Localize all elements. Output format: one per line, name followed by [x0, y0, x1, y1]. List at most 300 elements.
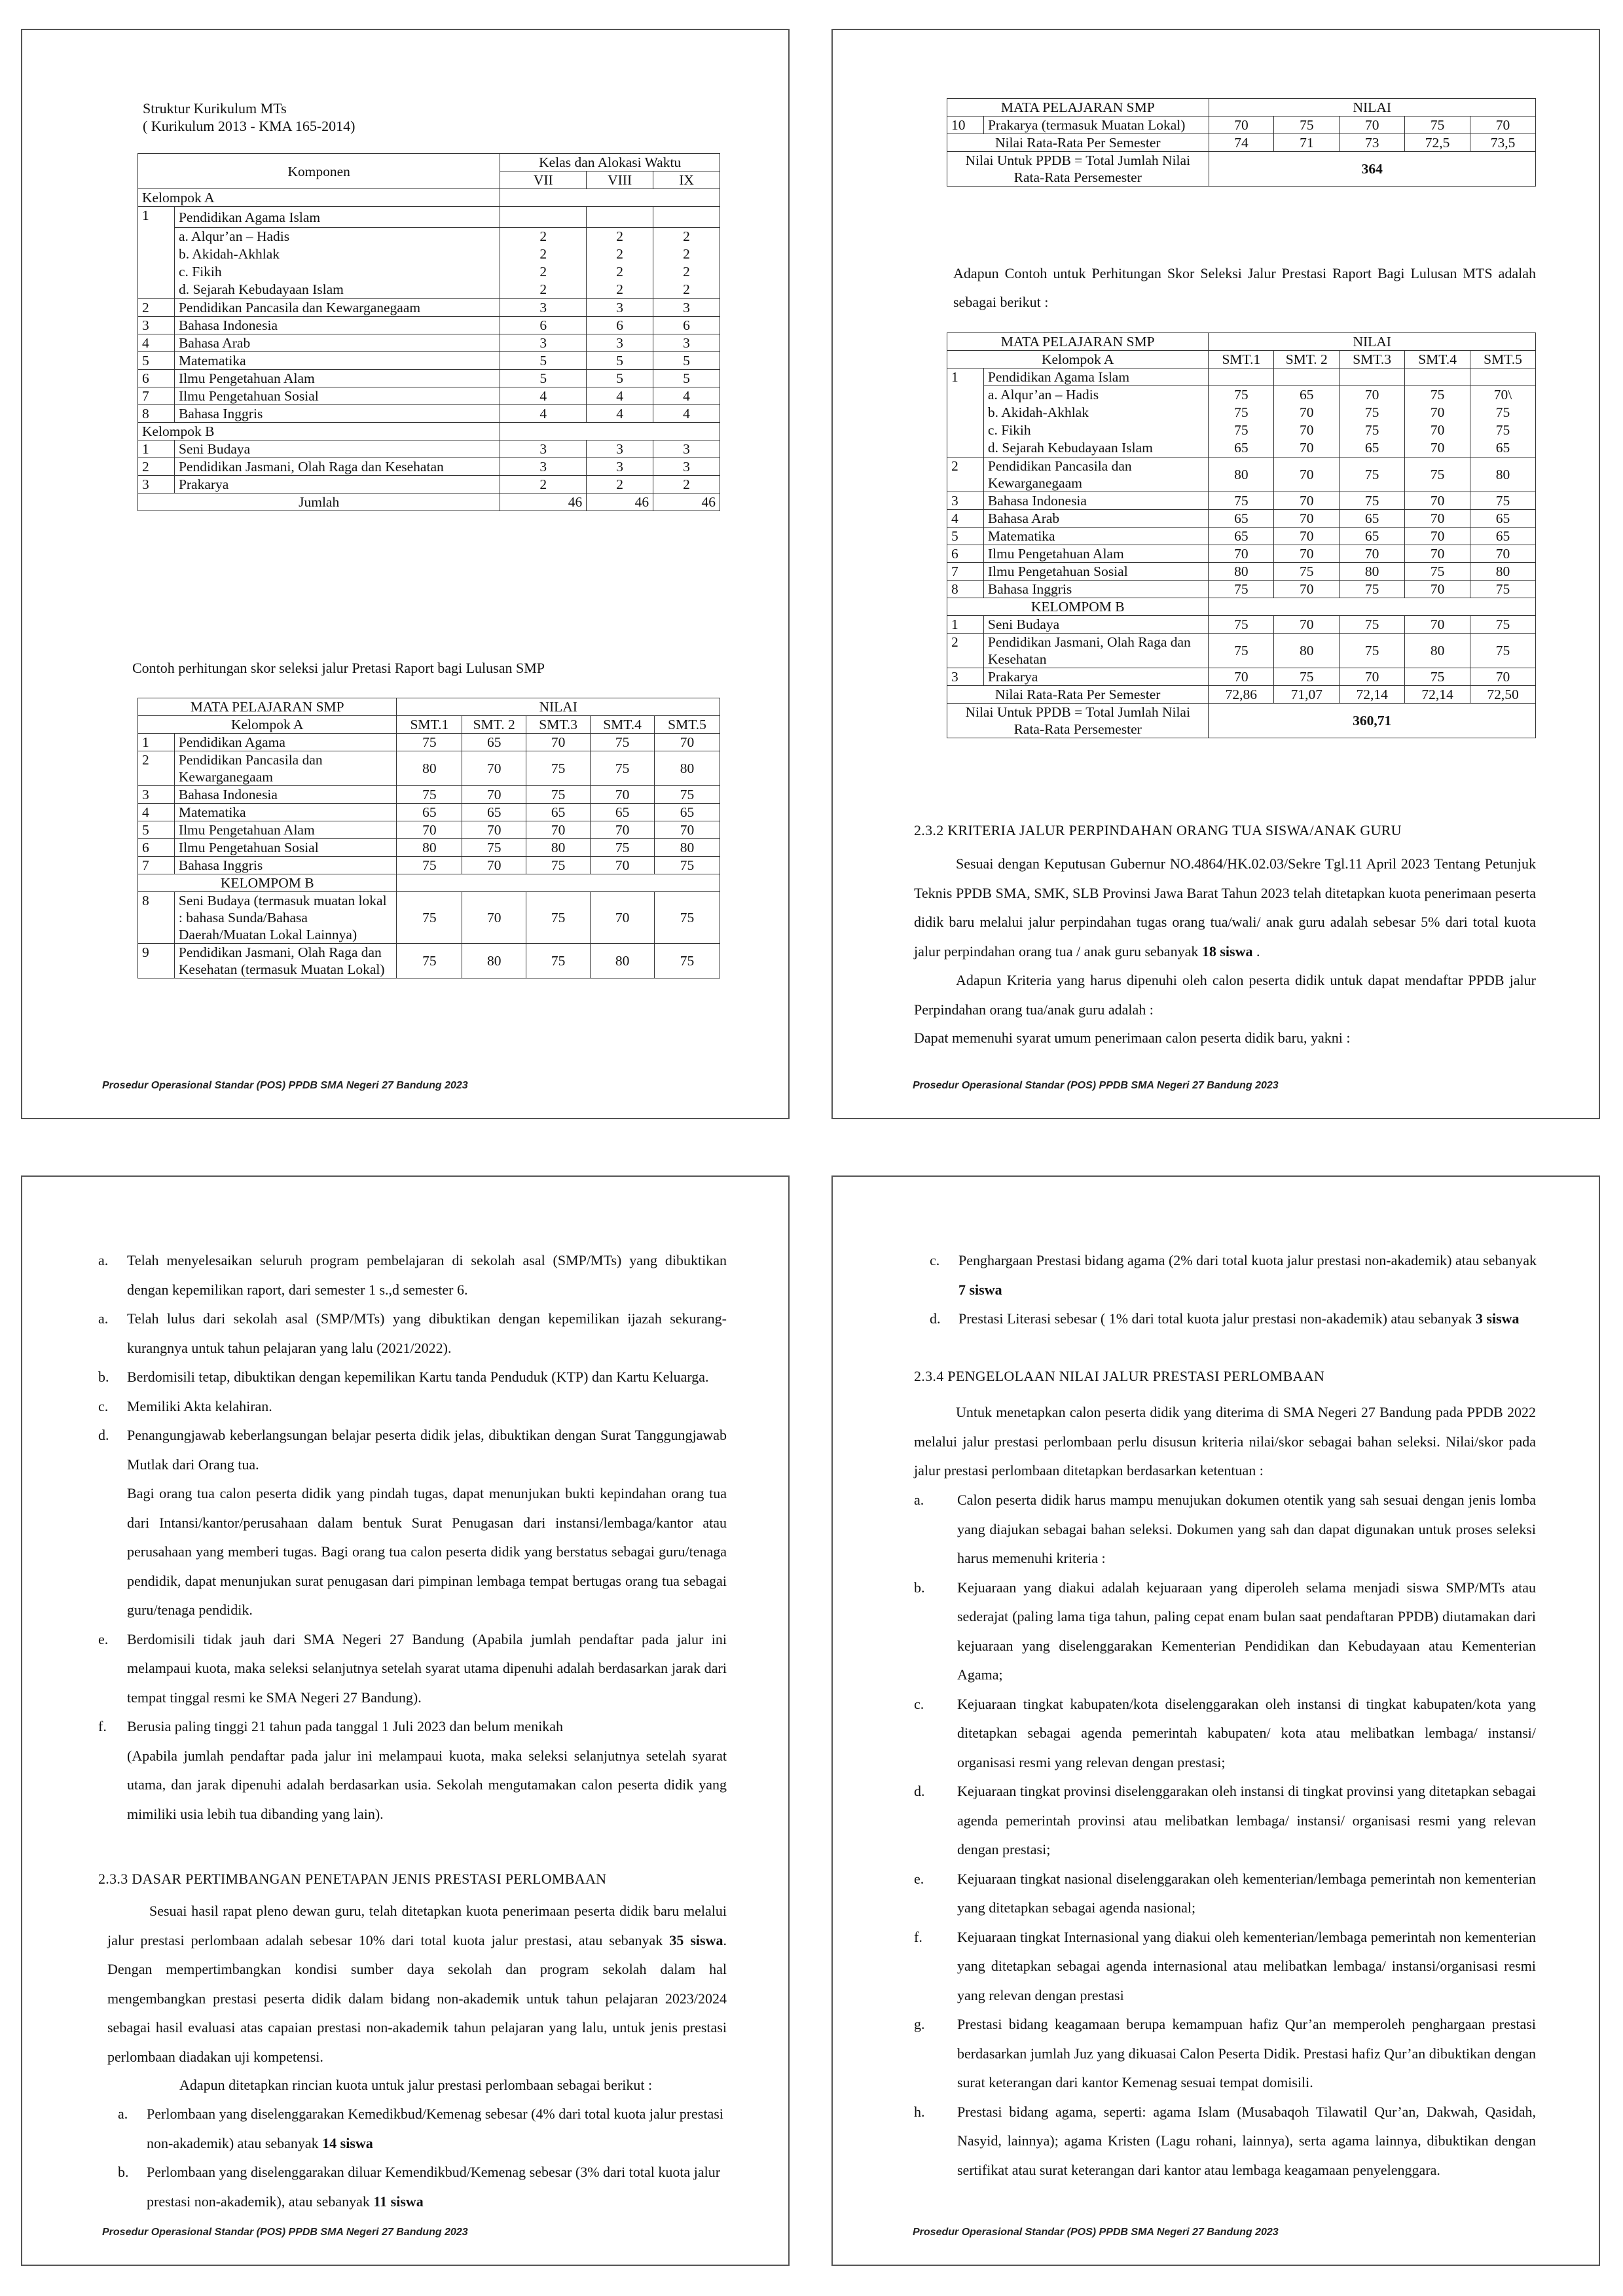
- score-cell: 65: [1209, 510, 1274, 528]
- score-cell: 70: [1340, 668, 1405, 686]
- list-item: [914, 1573, 1536, 1690]
- score-cell: 75: [591, 751, 655, 786]
- sub-subject: b. Akidah-Akhlak: [178, 246, 280, 262]
- section-2-3-3-para-1: [107, 1897, 727, 2072]
- score-cell: 65: [526, 804, 591, 821]
- th-mapel: MATA PELAJARAN SMP: [947, 99, 1209, 117]
- score-stack: [1340, 386, 1405, 457]
- score-cell: 75: [1340, 457, 1405, 492]
- avg-label: Nilai Rata-Rata Per Semester: [947, 134, 1209, 152]
- hours-cell: 3: [500, 440, 587, 458]
- smp-score-table: [137, 698, 720, 978]
- subject-name: Matematika: [174, 352, 500, 370]
- hours-cell: 3: [653, 299, 720, 317]
- table-row: [138, 892, 720, 944]
- quota-text: Penghargaan Prestasi bidang agama (2% dari total kuota jalur prestasi non-akademik) atau sebanyak: [958, 1252, 1537, 1268]
- hours-cell: 4: [500, 387, 587, 405]
- th-ix: IX: [653, 171, 720, 189]
- row-no: 2: [138, 299, 175, 317]
- th-semester: SMT.1: [397, 716, 462, 734]
- score-cell: 65: [1470, 528, 1536, 545]
- sub-subject: d. Sejarah Kebudayaan Islam: [178, 281, 344, 297]
- th-kelompok: Kelompok A: [947, 351, 1209, 368]
- score-cell: 75: [526, 944, 591, 978]
- footer: Prosedur Operasional Standar (POS) PPDB SMA Negeri 27 Bandung 2023: [913, 1080, 1279, 1091]
- score-cell: 80: [591, 944, 655, 978]
- pai-values-vii: [500, 228, 587, 299]
- row-no: 5: [138, 352, 175, 370]
- list-marker: a.: [98, 1310, 109, 1327]
- score-cell: 75: [1405, 457, 1470, 492]
- score-cell: 75: [1209, 634, 1274, 668]
- score-cell: 80: [1209, 563, 1274, 581]
- list-text: Kejuaraan tingkat Internasional yang diakui oleh kementerian/lembaga pemerintah non kementerian yang ditetapkan sebagai agenda internasional atau melibatkan lembaga/ instansi/organisasi resmi yang relevan dengan prestasi: [957, 1928, 1536, 2003]
- list-text: Berdomisili tidak jauh dari SMA Negeri 27 Bandung (Apabila jumlah pendaftar pada jalur ini melampaui kuota, maka seleksi selanjutnya setelah syarat utama dipenuhi adalah berdasarkan jarak dari tempat tinggal resmi ke SMA Negeri 27 Bandung).: [127, 1630, 727, 1706]
- score-cell: 70: [397, 821, 462, 839]
- list-text: Telah lulus dari sekolah asal (SMP/MTs) yang dibuktikan dengan kepemilikan ijazah sekurang-kurangnya untuk tahun pelajaran yang lalu (2021/2022).: [127, 1310, 727, 1356]
- hours-cell: 3: [500, 458, 587, 476]
- table-row: [138, 370, 720, 387]
- score-cell: 70: [1274, 528, 1340, 545]
- row-no: 6: [947, 545, 984, 563]
- pai-subjects: [174, 228, 500, 299]
- group-b-label: KELOMPOM B: [138, 874, 397, 892]
- cell-value: 2: [616, 281, 624, 297]
- score-cell: 75: [1234, 404, 1249, 420]
- page-3: [21, 1175, 790, 2266]
- score-stack: [1209, 386, 1274, 457]
- score-cell: 80: [526, 839, 591, 857]
- list-marker: c.: [98, 1397, 109, 1414]
- list-marker: b.: [118, 2164, 129, 2180]
- item-d-extra: Bagi orang tua calon peserta didik yang pindah tugas, dapat menunjukan bukti kepindahan orang tua dari Intansi/kantor/perusahaan dalam bentuk Surat Penugasan dari instansi/lembaga/kantor atau perusahaan yang memberi tugas. Bagi orang tua calon peserta didik yang berstatus sebagai guru/tenaga pendidik, dapat menunjukan surat penugasan dari pimpinan lembaga tempat bertugas orang tua sebagai guru/tenaga pendidik.: [127, 1485, 727, 1618]
- table-row: [138, 944, 720, 978]
- quota-list-continued: [930, 1246, 1539, 1334]
- table-row: [138, 405, 720, 423]
- score-cell: 70: [1274, 457, 1340, 492]
- score-cell: 75: [1274, 117, 1340, 134]
- score-cell: 65: [1364, 440, 1379, 456]
- quota-count: 3 siswa: [1475, 1310, 1520, 1327]
- list-item: [914, 1486, 1536, 1573]
- para-text: Sesuai hasil rapat pleno dewan guru, telah ditetapkan kuota penerimaan peserta didik baru melalui jalur prestasi perlombaan adalah sebesar 10% dari total kuota jalur prestasi, atau sebanyak: [107, 1903, 727, 1948]
- title-line-1: Struktur Kurikulum MTs: [143, 100, 287, 117]
- subject-name: Seni Budaya: [174, 440, 500, 458]
- score-cell: 80: [462, 944, 526, 978]
- list-marker: a.: [98, 1252, 109, 1268]
- curriculum-table: [137, 153, 720, 511]
- subject-name: Pendidikan Agama Islam: [983, 368, 1208, 386]
- score-cell: 70: [655, 734, 720, 751]
- score-cell: 75: [397, 786, 462, 804]
- th-semester: SMT.4: [1405, 351, 1470, 368]
- list-item: [914, 2098, 1536, 2185]
- row-no: 1: [138, 734, 175, 751]
- quota-item: [930, 1304, 1539, 1334]
- score-cell: 75: [1340, 492, 1405, 510]
- table-row: [947, 510, 1536, 528]
- score-cell: 75: [1340, 634, 1405, 668]
- score-cell: 70: [1209, 117, 1274, 134]
- table-row: [947, 563, 1536, 581]
- quota-count: 35 siswa: [669, 1931, 723, 1948]
- quota-text: Perlombaan yang diselenggarakan Kemedikbud/Kemenag sebesar (4% dari total kuota jalur prestasi non-akademik) atau sebanyak: [147, 2106, 723, 2151]
- hours-cell: 5: [653, 352, 720, 370]
- avg-label: Nilai Rata-Rata Per Semester: [947, 686, 1209, 704]
- sub-subject: b. Akidah-Akhlak: [987, 404, 1089, 420]
- list-text: Prestasi bidang agama, seperti: agama Islam (Musabaqoh Tilawatil Qur’an, Dakwah, Qasidah, Nasyid, lainnya); agama Kristen (Lagu rohani, lainnya), serta agama lainnya, dibuktikan dengan sertifikat atau surat keterangan dari kantor atau lembaga keagamaan penyelenggara.: [957, 2103, 1536, 2178]
- list-text: Kejuaraan tingkat provinsi diselenggarakan oleh instansi di tingkat provinsi yang ditetapkan sebagai agenda pemerintah provinsi atau melibatkan lembaga/ instansi/ organisasi resmi yang relevan dengan prestasi;: [957, 1783, 1536, 1857]
- score-cell: 70: [1470, 545, 1536, 563]
- list-marker: a.: [118, 2106, 128, 2122]
- hours-cell: 3: [587, 458, 653, 476]
- table-caption: Contoh perhitungan skor seleksi jalur Pretasi Raport bagi Lulusan SMP: [132, 660, 545, 676]
- score-cell: 75: [1209, 492, 1274, 510]
- score-cell: 70: [1340, 545, 1405, 563]
- score-cell: 65: [655, 804, 720, 821]
- score-cell: 75: [1209, 616, 1274, 634]
- table-row: [138, 857, 720, 874]
- hours-cell: 5: [500, 370, 587, 387]
- score-cell: 75: [397, 944, 462, 978]
- row-no: 2: [947, 457, 984, 492]
- row-no: 3: [138, 317, 175, 334]
- list-marker: c.: [914, 1695, 924, 1712]
- list-item: [98, 1363, 727, 1392]
- cell-value: 2: [616, 264, 624, 279]
- list-item: [98, 1712, 727, 1742]
- list-text: Kejuaraan tingkat kabupaten/kota diselenggarakan oleh instansi di tingkat kabupaten/kota yang ditetapkan sebagai agenda pemerintah kabupaten/ kota atau melibatkan lembaga/ instansi/ organisasi resmi yang relevan dengan prestasi;: [957, 1695, 1536, 1770]
- footer: Prosedur Operasional Standar (POS) PPDB SMA Negeri 27 Bandung 2023: [102, 2227, 468, 2238]
- section-2-3-2-para-1: [914, 850, 1536, 966]
- list-text: Prestasi bidang keagamaan berupa kemampuan hafiz Qur’an memperoleh penghargaan prestasi berdasarkan jumlah Juz yang dikuasai Calon Peserta Didik. Prestasi hafiz Qur’an dibuktikan dengan surat keterangan dari kantor Kemenag sesuai tempat domisili.: [957, 2016, 1536, 2090]
- hours-cell: 3: [653, 440, 720, 458]
- th-kelas: Kelas dan Alokasi Waktu: [500, 154, 720, 171]
- table-row: [947, 457, 1536, 492]
- score-cell: 70: [1209, 545, 1274, 563]
- th-mapel: MATA PELAJARAN SMP: [138, 698, 397, 716]
- subject-name: Bahasa Inggris: [174, 857, 396, 874]
- subject-name: Prakarya: [983, 668, 1208, 686]
- score-cell: 75: [655, 857, 720, 874]
- list-marker: e.: [98, 1630, 109, 1647]
- hours-cell: 5: [587, 352, 653, 370]
- score-cell: 80: [655, 751, 720, 786]
- table-row: [138, 352, 720, 370]
- score-cell: 70: [1274, 545, 1340, 563]
- score-cell: 70: [1405, 528, 1470, 545]
- score-cell: 70: [1470, 117, 1536, 134]
- section-2-3-2-para-3: Dapat memenuhi syarat umum penerimaan calon peserta didik baru, yakni :: [914, 1030, 1351, 1046]
- row-no: 3: [138, 786, 175, 804]
- hours-cell: 5: [500, 352, 587, 370]
- score-cell: 70: [655, 821, 720, 839]
- list-item: [98, 1392, 727, 1422]
- total-vii: 46: [500, 493, 587, 511]
- score-cell: 75: [397, 857, 462, 874]
- table-row: [138, 387, 720, 405]
- hours-cell: 3: [587, 299, 653, 317]
- score-cell: 70: [1364, 387, 1379, 403]
- section-2-3-4-para-1: Untuk menetapkan calon peserta didik yang diterima di SMA Negeri 27 Bandung pada PPDB 2022 melalui jalur prestasi perlombaan perlu disusun kriteria nilai/skor sebagai bahan seleksi. Nilai/skor pada jalur prestasi perlombaan ditetapkan berdasarkan ketentuan :: [914, 1404, 1536, 1479]
- score-cell: 70: [1405, 510, 1470, 528]
- list-item: [98, 1246, 727, 1304]
- subject-name: Bahasa Inggris: [983, 581, 1208, 598]
- list-item: [98, 1625, 727, 1713]
- para-text: .: [1252, 942, 1260, 960]
- th-nilai: NILAI: [1209, 333, 1536, 351]
- footer: Prosedur Operasional Standar (POS) PPDB SMA Negeri 27 Bandung 2023: [102, 1080, 468, 1091]
- row-no: 4: [947, 510, 984, 528]
- section-2-3-2-para-2: Adapun Kriteria yang harus dipenuhi oleh calon peserta didik untuk dapat mendaftar PPDB jalur Perpindahan orang tua/anak guru adalah :: [914, 972, 1536, 1018]
- score-cell: 75: [1405, 668, 1470, 686]
- th-semester: SMT.3: [526, 716, 591, 734]
- list-item: [914, 1777, 1536, 1865]
- table-row: [138, 839, 720, 857]
- cell-value: 2: [683, 264, 690, 279]
- row-no: 2: [138, 751, 175, 786]
- row-no: 6: [138, 839, 175, 857]
- row-no: 3: [947, 492, 984, 510]
- score-cell: 75: [1340, 581, 1405, 598]
- th-semester: SMT.1: [1209, 351, 1274, 368]
- score-stack: [1405, 386, 1470, 457]
- pai-values-ix: [653, 228, 720, 299]
- list-marker: g.: [914, 2016, 925, 2032]
- cell-value: 2: [539, 228, 547, 244]
- group-b-label: KELOMPOM B: [947, 598, 1209, 616]
- score-cell: 65: [1340, 510, 1405, 528]
- score-cell: 65: [1340, 528, 1405, 545]
- score-cell: 70: [1470, 668, 1536, 686]
- score-cell: 80: [1209, 457, 1274, 492]
- hours-cell: 2: [500, 476, 587, 493]
- score-cell: 70: [1430, 404, 1445, 420]
- table-row: [947, 668, 1536, 686]
- section-2-3-4-heading: 2.3.4 PENGELOLAAN NILAI JALUR PRESTASI PERLOMBAAN: [914, 1368, 1325, 1384]
- row-no: 4: [138, 334, 175, 352]
- quota-count: 11 siswa: [373, 2193, 424, 2210]
- score-cell: 75: [1470, 634, 1536, 668]
- hours-cell: 2: [587, 476, 653, 493]
- table-row: [138, 299, 720, 317]
- score-cell: 70: [462, 892, 526, 944]
- list-marker: d.: [98, 1427, 109, 1443]
- score-cell: 80: [1470, 563, 1536, 581]
- score-cell: 70: [1340, 117, 1405, 134]
- th-semester: SMT. 2: [462, 716, 526, 734]
- table-row: [138, 458, 720, 476]
- row-no: 2: [138, 458, 175, 476]
- subject-name: Pendidikan Jasmani, Olah Raga dan Kesehatan (termasuk Muatan Lokal): [174, 944, 396, 978]
- score-cell: 70: [1209, 668, 1274, 686]
- row-no: 8: [138, 405, 175, 423]
- subject-name: Pendidikan Pancasila dan Kewarganegaam: [983, 457, 1208, 492]
- score-cell: 75: [526, 786, 591, 804]
- quota-count: 18 siswa: [1201, 942, 1253, 960]
- total-label: Jumlah: [138, 493, 500, 511]
- total-viii: 46: [587, 493, 653, 511]
- hours-cell: 4: [500, 405, 587, 423]
- subject-name: Pendidikan Agama: [174, 734, 396, 751]
- list-text: Kejuaraan tingkat nasional diselenggarakan oleh kementerian/lembaga pemerintah non kementerian yang ditetapkan sebagai agenda nasional;: [957, 1870, 1536, 1916]
- list-text: Calon peserta didik harus mampu menujukan dokumen otentik yang sah sesuai dengan jenis lomba yang diajukan sebagai bahan seleksi. Dokumen yang sah dan dapat digunakan untuk proses seleksi harus memenuhi kriteria :: [957, 1492, 1536, 1566]
- th-semester: SMT.5: [655, 716, 720, 734]
- list-marker: f.: [98, 1718, 107, 1734]
- subject-name: Pendidikan Pancasila dan Kewarganegaam: [174, 751, 396, 786]
- sub-subject: d. Sejarah Kebudayaan Islam: [987, 440, 1153, 456]
- subject-name: Bahasa Indonesia: [174, 786, 396, 804]
- score-cell: 75: [526, 857, 591, 874]
- list-text: Memiliki Akta kelahiran.: [127, 1397, 272, 1414]
- score-cell: 65: [1209, 528, 1274, 545]
- mts-intro: Adapun Contoh untuk Perhitungan Skor Seleksi Jalur Prestasi Raport Bagi Lulusan MTS adalah sebagai berikut :: [953, 265, 1536, 310]
- list-item: [914, 1865, 1536, 1923]
- score-cell: 73: [1340, 134, 1405, 152]
- hours-cell: 4: [653, 405, 720, 423]
- th-vii: VII: [500, 171, 587, 189]
- hours-cell: 3: [587, 334, 653, 352]
- row-no: 1: [947, 368, 984, 457]
- score-cell: 65: [462, 804, 526, 821]
- score-cell: 75: [1274, 668, 1340, 686]
- subject-name: Prakarya: [174, 476, 500, 493]
- score-cell: 71,07: [1274, 686, 1340, 704]
- cell-value: 2: [683, 281, 690, 297]
- subject-name: Ilmu Pengetahuan Sosial: [174, 387, 500, 405]
- row-no: 7: [138, 387, 175, 405]
- score-cell: 75: [1234, 422, 1249, 438]
- row-no: 4: [138, 804, 175, 821]
- score-cell: 70: [462, 786, 526, 804]
- row-no: 1: [947, 616, 984, 634]
- score-cell: 75: [655, 944, 720, 978]
- score-cell: 75: [1274, 563, 1340, 581]
- sub-subject: a. Alqur’an – Hadis: [178, 228, 290, 244]
- list-text: Kejuaraan yang diakui adalah kejuaraan yang diperoleh selama menjadi siswa SMP/MTs atau sederajat (paling lama tiga tahun, paling cepat enam bulan saat pendaftaran PPDB) diutamakan dari kejuaraan yang diselenggarakan Kementerian Pendidikan dan Kebudayaan atau Kementerian Agama;: [957, 1579, 1536, 1683]
- score-cell: 70: [1430, 440, 1445, 456]
- score-cell: 80: [1340, 563, 1405, 581]
- sub-subject: c. Fikih: [178, 264, 222, 279]
- score-cell: 71: [1274, 134, 1340, 152]
- section-2-3-3-heading: 2.3.3 DASAR PERTIMBANGAN PENETAPAN JENIS PRESTASI PERLOMBAAN: [98, 1871, 607, 1887]
- score-cell: 75: [1470, 492, 1536, 510]
- list-item: [98, 1421, 727, 1479]
- item-f-extra: (Apabila jumlah pendaftar pada jalur ini melampaui kuota, maka seleksi selanjutnya setelah syarat utama, dan jarak dipenuhi adalah berdasarkan usia. Sekolah mengutamakan calon peserta didik yang mimiliki usia lebih tua dibanding yang lain).: [127, 1747, 727, 1822]
- score-stack: [1274, 386, 1340, 457]
- subject-name: Matematika: [174, 804, 396, 821]
- curriculum-title: [143, 99, 355, 135]
- list-text: Berusia paling tinggi 21 tahun pada tanggal 1 Juli 2023 dan belum menikah: [127, 1718, 563, 1734]
- subject-name: Bahasa Inggris: [174, 405, 500, 423]
- quota-count: 7 siswa: [958, 1281, 1002, 1298]
- list-item: [98, 1304, 727, 1363]
- page-4: [831, 1175, 1600, 2266]
- subject-name: Pendidikan Pancasila dan Kewarganegaam: [174, 299, 500, 317]
- quota-item: [930, 1246, 1539, 1304]
- subject-name: Seni Budaya (termasuk muatan lokal : bahasa Sunda/Bahasa Daerah/Muatan Lokal Lainnya): [174, 892, 396, 944]
- requirements-list: [98, 1246, 727, 1829]
- score-cell: 70: [591, 857, 655, 874]
- table-row: [138, 317, 720, 334]
- hours-cell: 4: [587, 387, 653, 405]
- cell-value: 2: [539, 281, 547, 297]
- hours-cell: 6: [500, 317, 587, 334]
- group-b-label: Kelompok B: [138, 423, 500, 440]
- score-cell: 80: [1274, 634, 1340, 668]
- list-marker: e.: [914, 1870, 924, 1887]
- score-cell: 75: [1470, 616, 1536, 634]
- cell-value: 2: [616, 246, 624, 262]
- score-cell: 70: [591, 821, 655, 839]
- list-marker: h.: [914, 2103, 925, 2120]
- score-cell: 70: [526, 821, 591, 839]
- score-cell: 75: [1405, 117, 1470, 134]
- score-cell: 65: [1300, 387, 1314, 403]
- para-text: Sesuai dengan Keputusan Gubernur NO.4864/HK.02.03/Sekre Tgl.11 April 2023 Tentang Petunjuk Teknis PPDB SMA, SMK, SLB Provinsi Jawa Barat Tahun 2023 telah ditetapkan kuota penerimaan peserta didik baru melalui jalur perpindahan tugas orang tua/wali/ anak guru adalah sebesar 5% dari total kuota jalur perpindahan orang tua / anak guru sebanyak: [914, 855, 1536, 960]
- score-cell: 75: [526, 751, 591, 786]
- row-no: 5: [947, 528, 984, 545]
- score-cell: 70: [591, 892, 655, 944]
- table-row: [947, 634, 1536, 668]
- sub-subject: a. Alqur’an – Hadis: [987, 387, 1099, 403]
- page-1: [21, 29, 790, 1119]
- score-cell: 70: [462, 751, 526, 786]
- footer: Prosedur Operasional Standar (POS) PPDB SMA Negeri 27 Bandung 2023: [913, 2227, 1279, 2238]
- table-row: [947, 616, 1536, 634]
- score-cell: 65: [1234, 440, 1249, 456]
- subject-name: Seni Budaya: [983, 616, 1208, 634]
- score-cell: 70: [1405, 492, 1470, 510]
- table-row: [138, 751, 720, 786]
- score-cell: 75: [462, 839, 526, 857]
- score-cell: 80: [397, 839, 462, 857]
- subject-name: Ilmu Pengetahuan Alam: [174, 821, 396, 839]
- score-cell: 70: [462, 857, 526, 874]
- quota-item: [118, 2100, 727, 2158]
- subject-name: Ilmu Pengetahuan Sosial: [983, 563, 1208, 581]
- row-no: 8: [138, 892, 175, 944]
- hours-cell: 3: [653, 334, 720, 352]
- th-kelompok: Kelompok A: [138, 716, 397, 734]
- table-row: [138, 476, 720, 493]
- score-cell: 74: [1209, 134, 1274, 152]
- ppdb-value: 364: [1209, 152, 1535, 187]
- row-no: 1: [138, 207, 175, 299]
- pai-values-viii: [587, 228, 653, 299]
- score-cell: 70: [1405, 545, 1470, 563]
- hours-cell: 4: [587, 405, 653, 423]
- section-2-3-2-heading: 2.3.2 KRITERIA JALUR PERPINDAHAN ORANG TUA SISWA/ANAK GURU: [914, 822, 1402, 838]
- hours-cell: 3: [653, 458, 720, 476]
- table-row: [947, 545, 1536, 563]
- score-cell: 70: [1274, 492, 1340, 510]
- criteria-list: [914, 1486, 1536, 2185]
- smp-score-table-continued: [947, 98, 1536, 187]
- score-cell: 75: [397, 734, 462, 751]
- mts-score-table: [947, 332, 1536, 738]
- list-text: Telah menyelesaikan seluruh program pembelajaran di sekolah asal (SMP/MTs) yang dibuktikan dengan kepemilikan raport, dari semester 1 s.,d semester 6.: [127, 1252, 727, 1298]
- cell-value: 2: [539, 246, 547, 262]
- score-cell: 72,14: [1405, 686, 1470, 704]
- hours-cell: 3: [500, 299, 587, 317]
- hours-cell: 5: [587, 370, 653, 387]
- th-mapel: MATA PELAJARAN SMP: [947, 333, 1209, 351]
- score-cell: 73,5: [1470, 134, 1536, 152]
- score-cell: 75: [591, 839, 655, 857]
- subject-name: Prakarya (termasuk Muatan Lokal): [983, 117, 1209, 134]
- score-cell: 65: [591, 804, 655, 821]
